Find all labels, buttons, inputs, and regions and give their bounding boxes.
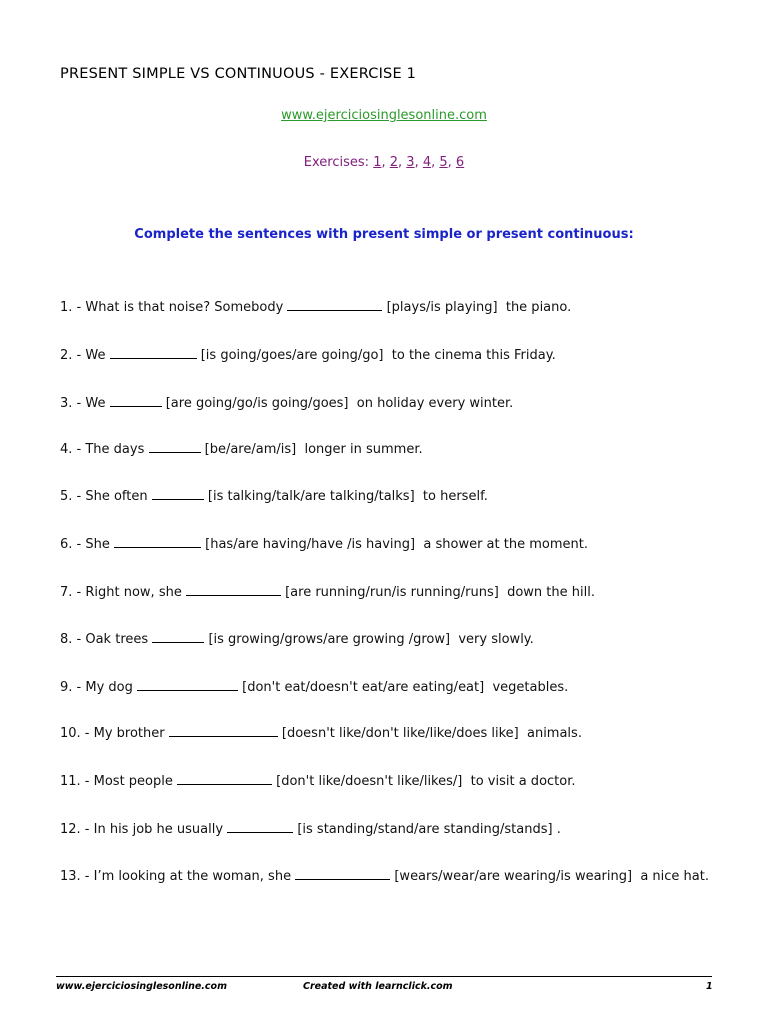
answer-blank[interactable]: [152, 629, 204, 643]
answer-options: [is talking/talk/are talking/talks]: [207, 489, 415, 504]
answer-options: [is standing/stand/are standing/stands]: [297, 822, 553, 837]
answer-blank[interactable]: [114, 534, 201, 548]
question-text: 12. - In his job he usually: [60, 822, 224, 837]
answer-options: [is growing/grows/are growing /grow]: [208, 632, 451, 647]
answer-blank[interactable]: [227, 819, 293, 833]
exercise-link-1[interactable]: 1: [373, 155, 382, 170]
question-ending: to the cinema this Friday.: [391, 348, 556, 363]
answer-options: [plays/is playing]: [386, 300, 498, 315]
answer-blank[interactable]: [295, 866, 390, 880]
question-text: 6. - She: [60, 537, 110, 552]
question-text: 4. - The days: [60, 442, 145, 457]
question-ending: the piano.: [505, 300, 572, 315]
question-13: [60, 866, 710, 886]
question-4: [60, 439, 710, 459]
answer-options: [be/are/am/is]: [204, 442, 297, 457]
answer-options: [is going/goes/are going/go]: [200, 348, 384, 363]
exercises-label: Exercises:: [303, 155, 370, 170]
footer-divider: [56, 976, 712, 977]
question-9: [60, 677, 710, 697]
answer-blank[interactable]: [169, 723, 278, 737]
question-ending: vegetables.: [492, 680, 569, 695]
question-5: [60, 486, 710, 506]
footer-site[interactable]: www.ejerciciosinglesonline.com: [56, 981, 227, 992]
question-text: 11. - Most people: [60, 774, 173, 789]
exercise-link-3[interactable]: 3: [406, 155, 415, 170]
question-2: [60, 345, 710, 365]
worksheet-title: PRESENT SIMPLE VS CONTINUOUS - EXERCISE 1: [60, 66, 417, 82]
question-6: [60, 534, 710, 554]
question-11: [60, 771, 710, 791]
question-text: 5. - She often: [60, 489, 148, 504]
question-text: 7. - Right now, she: [60, 585, 182, 600]
question-ending: a shower at the moment.: [423, 537, 588, 552]
answer-blank[interactable]: [110, 345, 197, 359]
question-7: [60, 582, 710, 602]
question-text: 8. - Oak trees: [60, 632, 149, 647]
answer-options: [doesn't like/don't like/like/does like]: [281, 726, 519, 741]
question-text: 2. - We: [60, 348, 106, 363]
question-text: 10. - My brother: [60, 726, 165, 741]
question-ending: animals.: [526, 726, 582, 741]
exercises-nav: Exercises: 1, 2, 3, 4, 5, 6: [303, 155, 465, 170]
answer-options: [are running/run/is running/runs]: [285, 585, 499, 600]
question-ending: to visit a doctor.: [470, 774, 576, 789]
instructions: Complete the sentences with present simple or present continuous:: [134, 227, 634, 242]
question-ending: a nice hat.: [640, 869, 709, 884]
question-text: 9. - My dog: [60, 680, 133, 695]
question-ending: to herself.: [422, 489, 488, 504]
answer-blank[interactable]: [110, 393, 162, 407]
site-link[interactable]: www.ejerciciosinglesonline.com: [281, 108, 487, 123]
footer-credit: Created with learnclick.com: [303, 981, 453, 992]
question-1: [60, 297, 710, 317]
question-ending: on holiday every winter.: [356, 396, 514, 411]
question-ending: down the hill.: [507, 585, 595, 600]
answer-blank[interactable]: [177, 771, 272, 785]
question-text: 13. - I’m looking at the woman, she: [60, 869, 292, 884]
answer-blank[interactable]: [287, 297, 382, 311]
answer-options: [don't eat/doesn't eat/are eating/eat]: [242, 680, 485, 695]
answer-blank[interactable]: [137, 677, 238, 691]
answer-blank[interactable]: [186, 582, 281, 596]
question-text: 3. - We: [60, 396, 106, 411]
exercise-link-5[interactable]: 5: [439, 155, 448, 170]
answer-options: [wears/wear/are wearing/is wearing]: [394, 869, 633, 884]
exercise-link-6[interactable]: 6: [455, 155, 465, 170]
answer-blank[interactable]: [152, 486, 204, 500]
answer-options: [has/are having/have /is having]: [205, 537, 416, 552]
answer-options: [are going/go/is going/goes]: [165, 396, 349, 411]
exercise-link-2[interactable]: 2: [389, 155, 399, 170]
question-ending: .: [556, 822, 561, 837]
question-8: [60, 629, 710, 649]
page-number: 1: [706, 981, 713, 992]
question-ending: longer in summer.: [304, 442, 423, 457]
answer-blank[interactable]: [149, 439, 201, 453]
question-text: 1. - What is that noise? Somebody: [60, 300, 284, 315]
question-ending: very slowly.: [458, 632, 534, 647]
question-12: [60, 819, 710, 839]
question-3: [60, 393, 710, 413]
question-10: [60, 723, 710, 743]
answer-options: [don't like/doesn't like/likes/]: [276, 774, 463, 789]
exercise-link-4[interactable]: 4: [422, 155, 432, 170]
